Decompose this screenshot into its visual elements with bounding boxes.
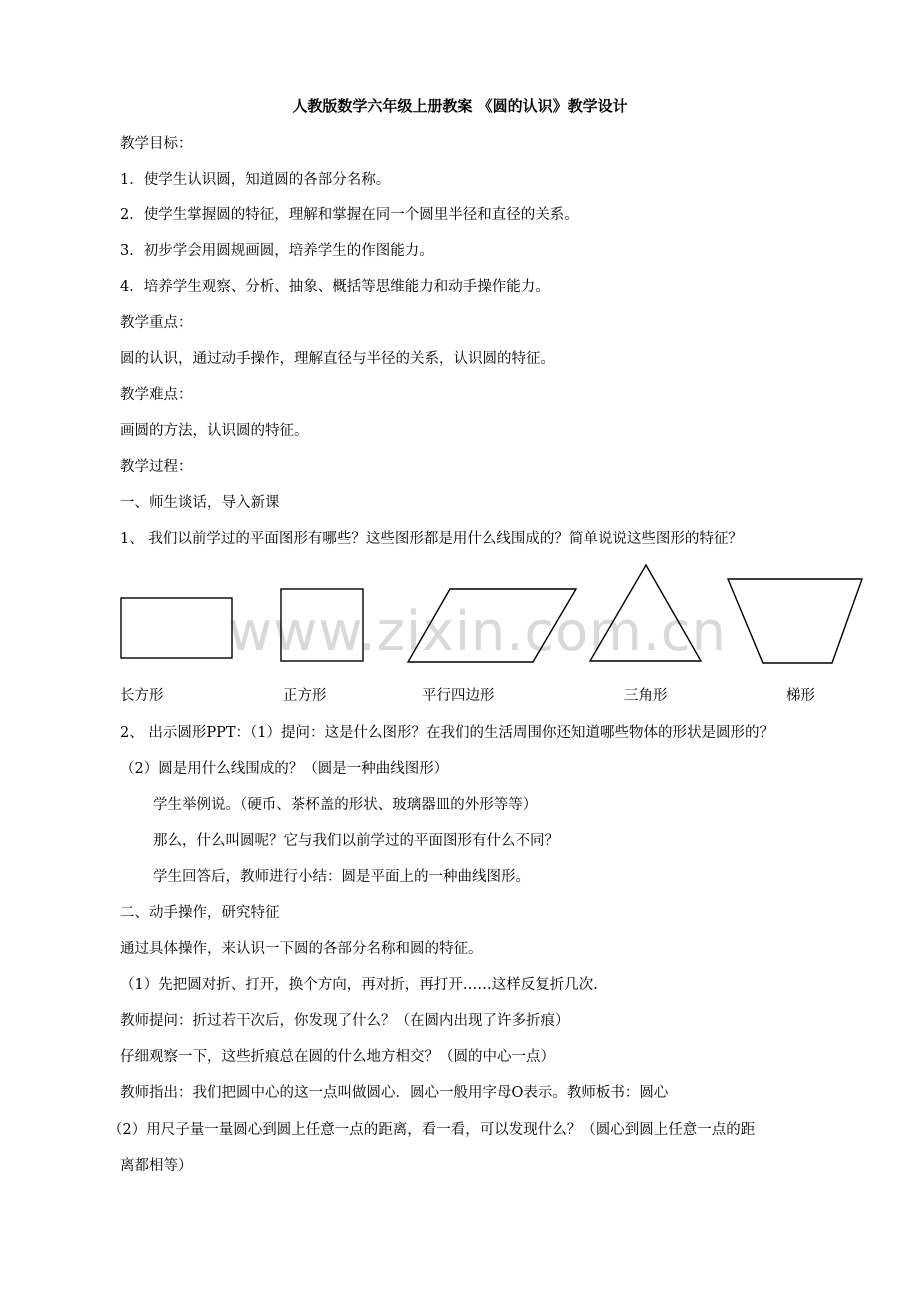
difficulty-heading: 教学难点： [120,387,193,403]
objective-item: 2．使学生掌握圆的特征，理解和掌握在同一个圆里半径和直径的关系。 [120,207,579,223]
process-heading: 教学过程： [120,459,193,475]
watermark: www.zixin.com.cn [228,600,727,663]
square-shape [281,589,363,661]
shape-label: 长方形 [120,688,164,704]
shape-label: 正方形 [283,688,327,704]
section2-line: 通过具体操作，来认识一下圆的各部分名称和圆的特征。 [120,941,483,957]
triangle-shape [590,565,701,661]
trapezoid-shape [728,579,862,663]
question-1: 1、 我们以前学过的平面图形有哪些？这些图形都是用什么线围成的？简单说说这些图形的特征？ [120,531,743,547]
shape-label: 三角形 [624,688,668,704]
section2-last-line-cont: 离都相等） [120,1158,193,1174]
difficulty-text: 画圆的方法，认识圆的特征。 [120,423,309,439]
key-heading: 教学重点： [120,315,193,331]
rectangle-shape [121,598,232,658]
objectives-heading: 教学目标： [120,136,193,152]
question-2-sub: （2）圆是用什么线围成的？（圆是一种曲线图形） [120,761,449,777]
question-2: 2、 出示圆形PPT：（1）提问：这是什么图形？在我们的生活周围你还知道哪些物体的形状是圆形的？ [120,725,774,741]
section2-heading: 二、动手操作，研究特征 [120,905,280,921]
objective-item: 4．培养学生观察、分析、抽象、概括等思维能力和动手操作能力。 [120,279,550,295]
section2-line: 仔细观察一下，这些折痕总在圆的什么地方相交？（圆的中心一点） [120,1049,555,1065]
indented-line: 那么，什么叫圆呢？它与我们以前学过的平面图形有什么不同？ [153,833,559,849]
indented-line: 学生回答后，教师进行小结：圆是平面上的一种曲线图形。 [153,869,530,885]
document-title: 人教版数学六年级上册教案 《圆的认识》教学设计 [292,97,628,115]
key-text: 圆的认识，通过动手操作，理解直径与半径的关系，认识圆的特征。 [120,351,555,367]
parallelogram-shape [408,589,576,662]
objective-item: 1．使学生认识圆，知道圆的各部分名称。 [120,172,391,188]
section2-line: （1）先把圆对折、打开，换个方向，再对折，再打开……这样反复折几次. [120,977,598,993]
shape-label: 平行四边形 [422,688,495,704]
objective-item: 3．初步学会用圆规画圆，培养学生的作图能力。 [120,243,434,259]
section2-line: 教师提问：折过若干次后，你发现了什么？（在圆内出现了许多折痕） [120,1013,570,1029]
section1-heading: 一、师生谈话，导入新课 [120,495,280,511]
section2-last-line: （2）用尺子量一量圆心到圆上任意一点的距离，看一看，可以发现什么？（圆心到圆上任意一点的距 [108,1122,756,1138]
indented-line: 学生举例说。（硬币、茶杯盖的形状、玻璃器皿的外形等等） [153,797,538,813]
section2-line: 教师指出：我们把圆中心的这一点叫做圆心．圆心一般用字母O表示。教师板书：圆心 [120,1085,669,1101]
shape-label: 梯形 [786,688,815,704]
